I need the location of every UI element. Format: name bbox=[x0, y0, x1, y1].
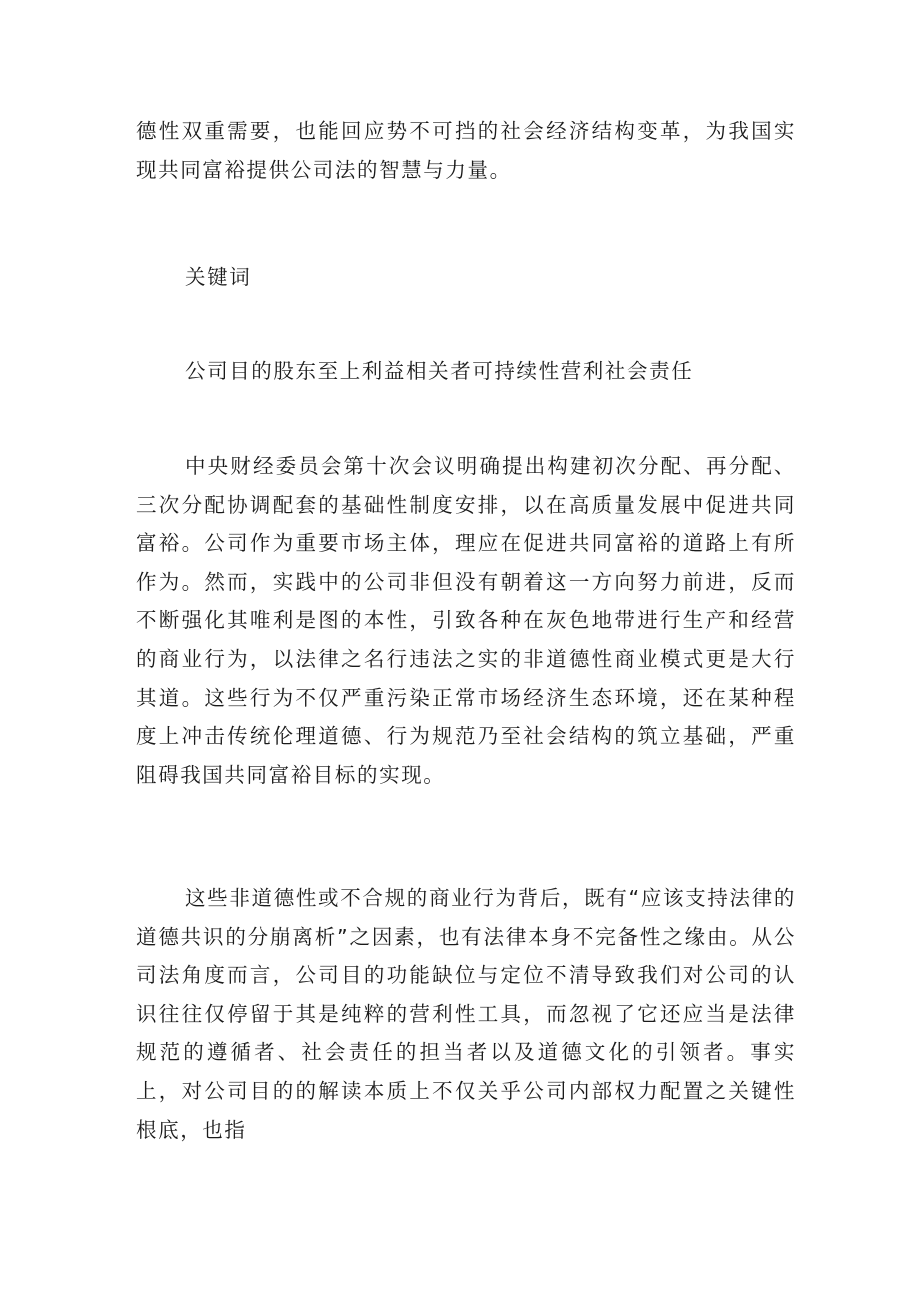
continued-paragraph: 德性双重需要，也能回应势不可挡的社会经济结构变革，为我国实现共同富裕提供公司法的智慧与力量。 bbox=[136, 119, 796, 182]
body-paragraph-1: 中央财经委员会第十次会议明确提出构建初次分配、再分配、三次分配协调配套的基础性制度安排，以在高质量发展中促进共同富裕。公司作为重要市场主体，理应在促进共同富裕的道路上有所作为。然而，实践中的公司非但没有朝着这一方向努力前进，反而不断强化其唯利是图的本性，引致各种在灰色地带进行生产和经营的商业行为，以法律之名行违法之实的非道德性商业模式更是大行其道。这些行为不仅严重污染正常市场经济生态环境，还在某种程度上冲击传统伦理道德、行为规范乃至社会结构的筑立基础，严重阻碍我国共同富裕目标的实现。 bbox=[136, 454, 796, 787]
keywords-heading: 关键词 bbox=[185, 265, 252, 289]
body-paragraph-2: 这些非道德性或不合规的商业行为背后，既有“应该支持法律的道德共识的分崩离析”之因素，也有法律本身不完备性之缘由。从公司法角度而言，公司目的功能缺位与定位不清导致我们对公司的认识往往仅停留于其是纯粹的营利性工具，而忽视了它还应当是法律规范的遵循者、社会责任的担当者以及道德文化的引领者。事实上，对公司目的的解读本质上不仅关乎公司内部权力配置之关键性根底，也指 bbox=[136, 886, 796, 1142]
keywords-list: 公司目的股东至上利益相关者可持续性营利社会责任 bbox=[185, 359, 694, 383]
